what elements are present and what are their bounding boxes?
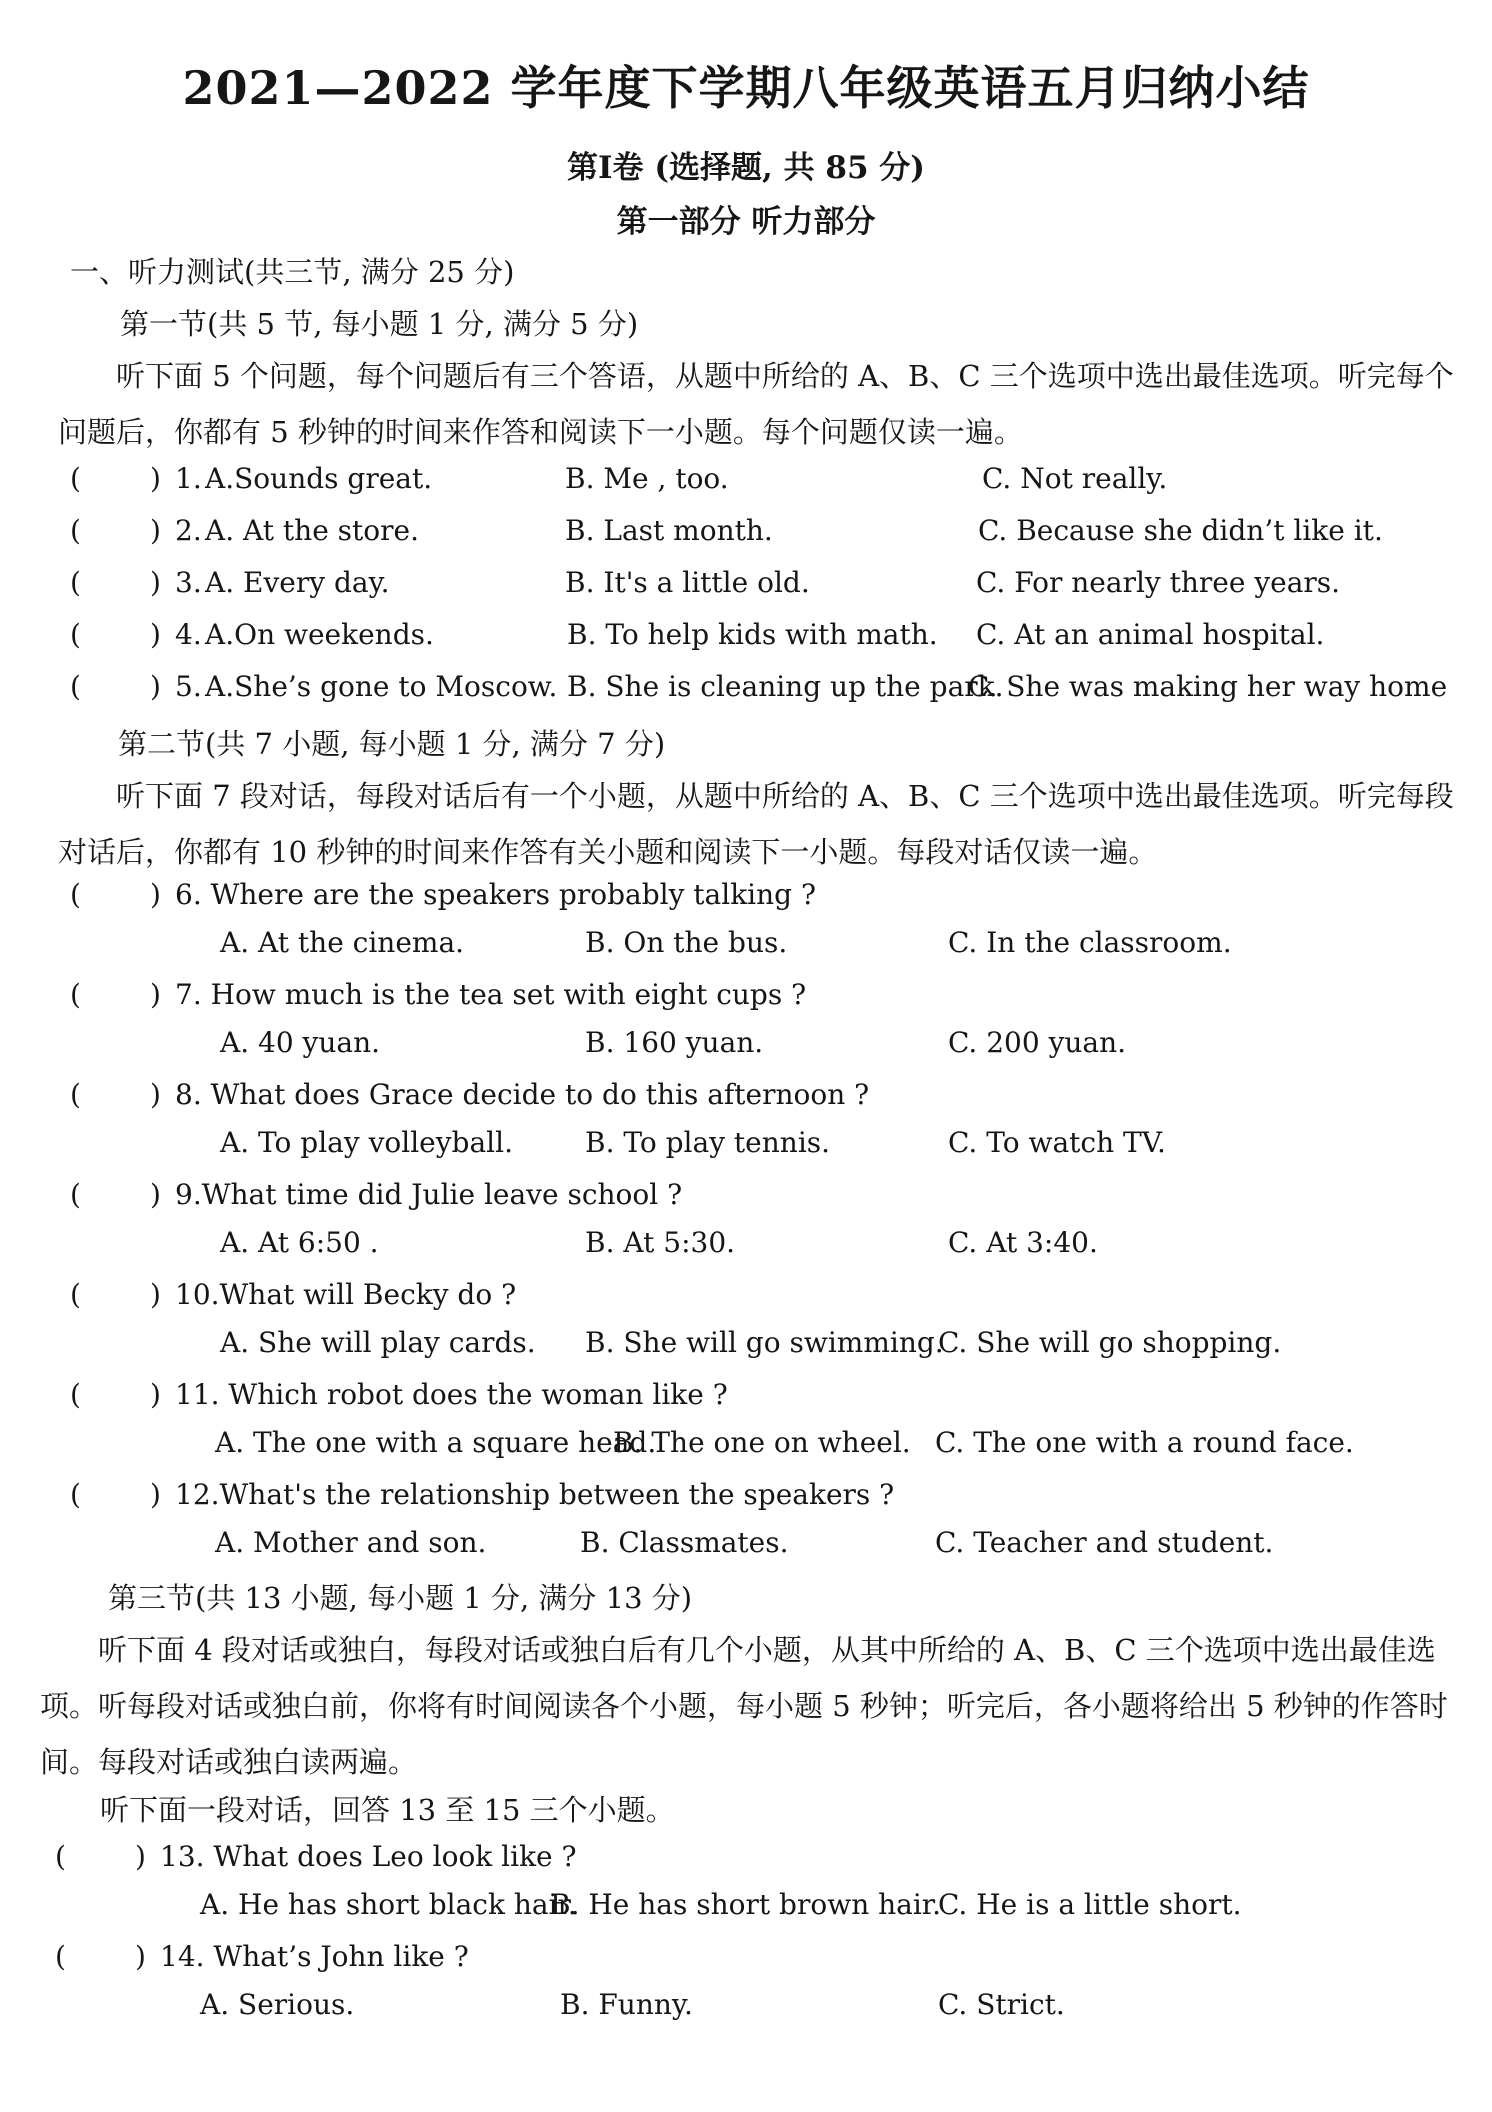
list-item: ( ) 1. A.Sounds great. B. Me , too. C. Not really. (70, 462, 1168, 495)
subsection-2-heading: 第二节(共 7 小题, 每小题 1 分, 满分 7 分) (118, 727, 666, 761)
question-stem: ( ) 14. What’s John like ? (55, 1940, 469, 1973)
answer-options: A. She will play cards. B. She will go swimming. C. She will go shopping. (220, 1326, 1282, 1359)
list-item: ( ) 4. A.On weekends. B. To help kids with math. C. At an animal hospital. (70, 618, 1325, 651)
question-stem: ( ) 6. Where are the speakers probably talking ? (70, 878, 816, 911)
subsection-1-instruction: 听下面 5 个问题，每个问题后有三个答语，从题中所给的 A、B、C 三个选项中选出最佳选项。听完每个问题后，你都有 5 秒钟的时间来作答和阅读下一小题。每个问题仅读一遍。 (58, 359, 1454, 449)
dialog-note: 听下面一段对话，回答 13 至 15 三个小题。 (100, 1793, 675, 1827)
subsection-2-instruction: 听下面 7 段对话，每段对话后有一个小题，从题中所给的 A、B、C 三个选项中选出最佳选项。听完每段对话后，你都有 10 秒钟的时间来作答有关小题和阅读下一小题。每段对话仅读一遍。 (58, 779, 1454, 869)
part-heading: 第一部分 听力部分 (616, 204, 876, 240)
answer-options: A. 40 yuan. B. 160 yuan. C. 200 yuan. (220, 1026, 1127, 1059)
answer-options: A. Mother and son. B. Classmates. C. Teacher and student. (215, 1526, 1274, 1559)
answer-options: A. To play volleyball. B. To play tennis. C. To watch TV. (220, 1126, 1166, 1159)
answer-options: A. At 6:50 . B. At 5:30. C. At 3:40. (220, 1226, 1098, 1259)
question-stem: ( ) 12.What's the relationship between the speakers ? (70, 1478, 895, 1511)
volume-heading: 第Ⅰ卷 (选择题, 共 85 分) (567, 150, 925, 186)
answer-options: A. The one with a square head. B. The one on wheel. C. The one with a round face. (215, 1426, 1354, 1459)
question-stem: ( ) 11. Which robot does the woman like ? (70, 1378, 728, 1411)
list-item: ( ) 5. A.She’s gone to Moscow. B. She is cleaning up the park. C. She was making her way home (70, 670, 1448, 703)
subsection-3-heading: 第三节(共 13 小题, 每小题 1 分, 满分 13 分) (108, 1581, 693, 1615)
list-item: ( ) 3. A. Every day. B. It's a little old. C. For nearly three years. (70, 566, 1341, 599)
question-stem: ( ) 10.What will Becky do ? (70, 1278, 517, 1311)
subsection-3-instruction: 听下面 4 段对话或独白，每段对话或独白后有几个小题，从其中所给的 A、B、C 三个选项中选出最佳选项。听每段对话或独白前，你将有时间阅读各个小题，每小题 5 秒钟；听完后，各小题将给出 5 秒钟的作答时间。每段对话或独白读两遍。 (40, 1633, 1448, 1779)
answer-options: A. Serious. B. Funny. C. Strict. (200, 1988, 1065, 2021)
question-stem: ( ) 9.What time did Julie leave school ? (70, 1178, 683, 1211)
page-title: 2021—2022 学年度下学期八年级英语五月归纳小结 (182, 61, 1310, 115)
subsection-1-heading: 第一节(共 5 节, 每小题 1 分, 满分 5 分) (120, 307, 639, 341)
question-stem: ( ) 8. What does Grace decide to do this afternoon ? (70, 1078, 870, 1111)
section-heading: 一、听力测试(共三节, 满分 25 分) (70, 255, 515, 289)
list-item: ( ) 2. A. At the store. B. Last month. C. Because she didn’t like it. (70, 514, 1383, 547)
answer-options: A. At the cinema. B. On the bus. C. In the classroom. (220, 926, 1232, 959)
question-stem: ( ) 7. How much is the tea set with eight cups ? (70, 978, 807, 1011)
answer-options: A. He has short black hair. B. He has short brown hair. C. He is a little short. (200, 1888, 1242, 1921)
question-stem: ( ) 13. What does Leo look like ? (55, 1840, 577, 1873)
